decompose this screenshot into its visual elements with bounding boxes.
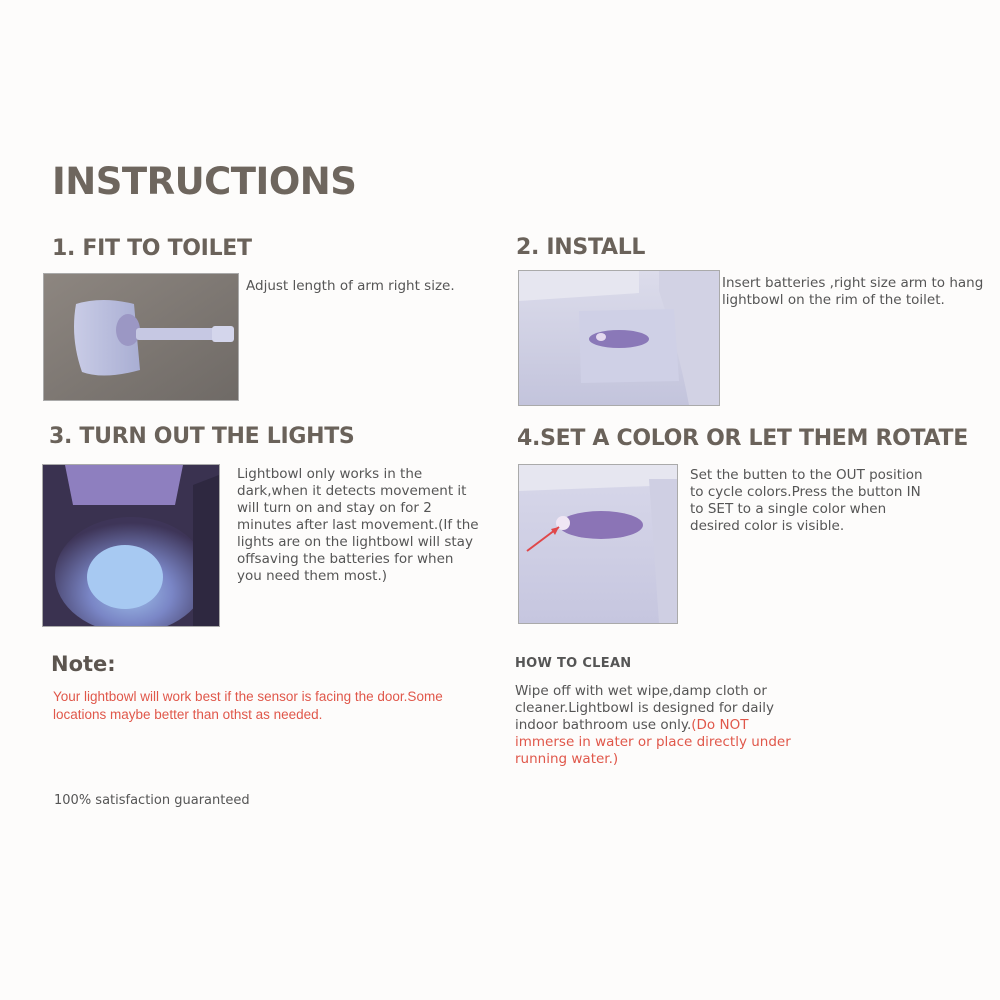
step-4-heading: 4.SET A COLOR OR LET THEM ROTATE (517, 426, 968, 451)
step-3-description: Lightbowl only works in the dark,when it detects movement it will turn on and stay on for 2 minutes after last movement.(If the lights are on the lightbowl will stay offsaving the batteries for when you need them most.) (237, 466, 479, 584)
clean-heading: HOW TO CLEAN (515, 656, 632, 671)
step-4-description: Set the butten to the OUT position to cycle colors.Press the button IN to SET to a single color when desired color is visible. (690, 467, 923, 534)
clean-warning: (Do NOT immerse in water or place directly under running water.) (515, 717, 791, 767)
step-1-heading: 1. FIT TO TOILET (52, 236, 252, 261)
step-3-photo (42, 464, 220, 627)
clean-instructions: Wipe off with wet wipe,damp cloth or cleaner.Lightbowl is designed for daily indoor bathroom use only. (515, 683, 775, 733)
step-1-description: Adjust length of arm right size. (246, 278, 455, 294)
note-heading: Note: (51, 652, 116, 676)
step-4-photo (518, 464, 678, 624)
note-text: Your lightbowl will work best if the sensor is facing the door.Some locations maybe better than othst as needed. (53, 689, 443, 722)
step-2-description: Insert batteries ,right size arm to hang lightbowl on the rim of the toilet. (722, 275, 984, 308)
step-3-heading: 3. TURN OUT THE LIGHTS (49, 424, 355, 449)
step-1-photo (43, 273, 239, 401)
clean-text (515, 683, 795, 768)
page-title: INSTRUCTIONS (52, 160, 357, 203)
step-2-photo (518, 270, 720, 406)
satisfaction-guarantee: 100% satisfaction guaranteed (54, 793, 250, 808)
step-2-heading: 2. INSTALL (516, 235, 646, 260)
